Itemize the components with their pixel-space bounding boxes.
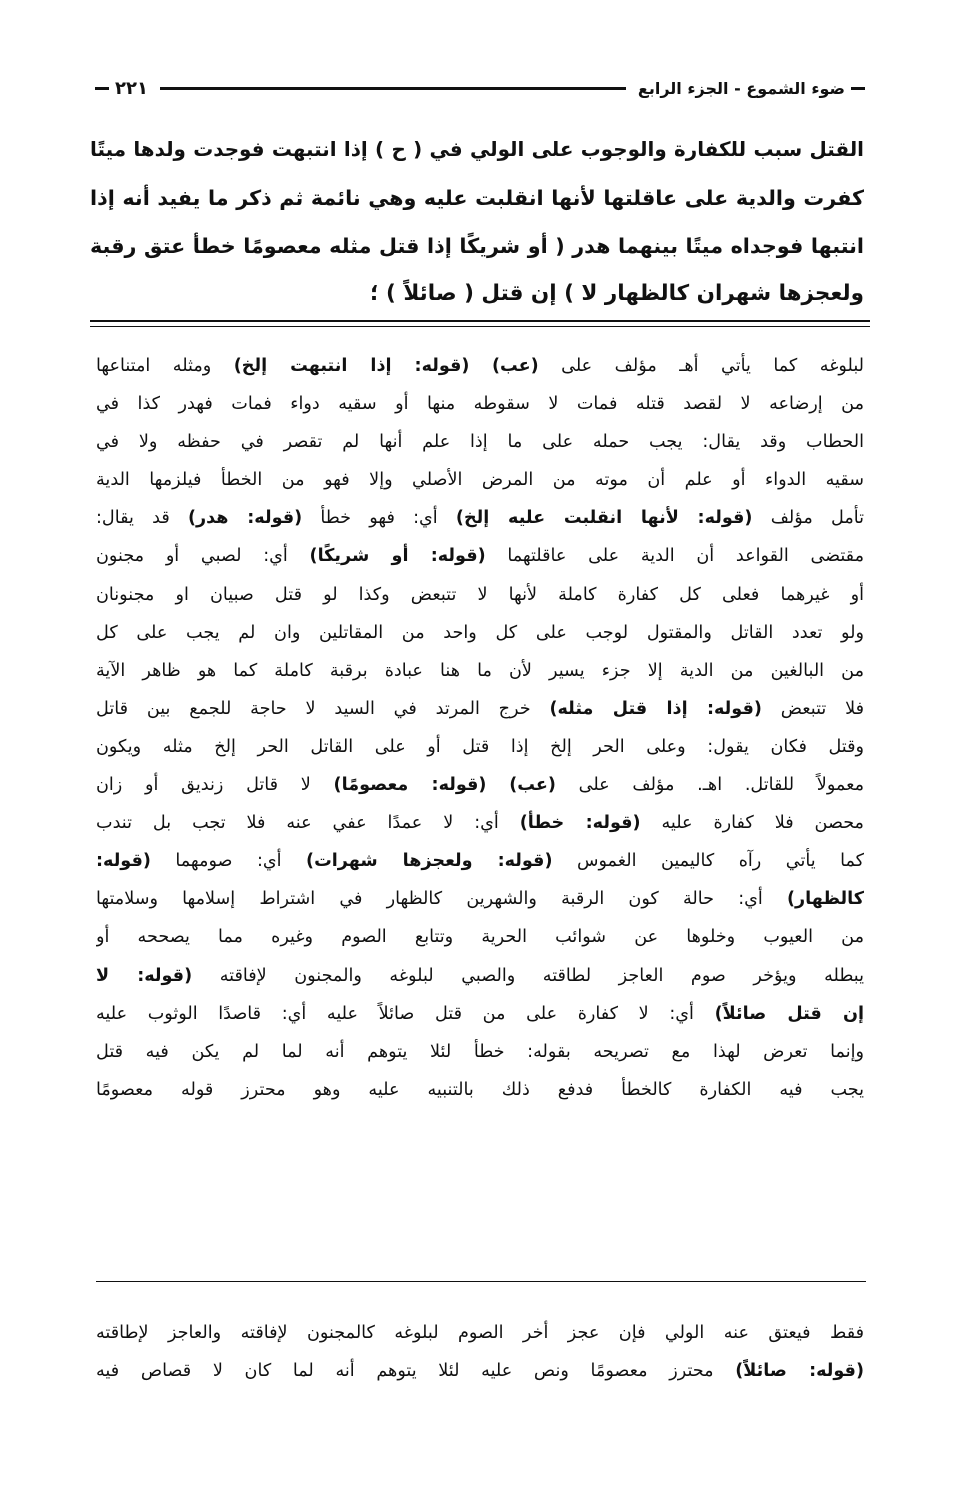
commentary-line <box>96 957 864 995</box>
commentary-text: أي: صومهما <box>150 851 307 872</box>
commentary-keyword: (قوله: إذا قتل مثله) <box>549 698 762 719</box>
commentary-keyword: كالظهار) <box>787 889 864 910</box>
commentary-text: أي: فهو خطأ <box>302 508 456 529</box>
commentary-text: خرج المرتد في السيد لا حاجة للجمع بين قاتل <box>96 698 550 719</box>
commentary-line <box>96 690 864 728</box>
commentary-text: كما يأتي رآه كاليمين الغموس <box>552 851 864 872</box>
commentary-text: يبطله ويؤخر صوم العاجز لطاقته والصبي لبلوغه والمجنون لإفاقته <box>192 965 864 986</box>
commentary-keyword: (عب) <box>491 356 539 376</box>
commentary-line: من العيوب وخلوها عن شوائب الحرية وتتابع الصوم وغيره مما يصححه أو <box>96 927 864 948</box>
commentary-keyword: (قوله: هدر) <box>187 508 303 529</box>
commentary-line: الحطاب وقد يقال: يجب حمله على ما إذا علم أنها لم تقصر في حفظه ولا في <box>96 432 864 453</box>
commentary-text: فلا تتبعض <box>761 698 864 719</box>
commentary-line: سقيه الدواء أو علم أن موته من المرض الأصلي وإلا فهو من الخطأ فيلزمها الدية <box>96 470 864 491</box>
commentary-text: أي: لا عمدًا عفي عنه فلا تجب بل تندب <box>96 813 520 834</box>
commentary-line <box>96 880 864 918</box>
commentary-block <box>96 347 864 1109</box>
commentary-text: معمولاً للقاتل. اهـ. مؤلف على <box>555 775 864 796</box>
commentary-line <box>96 766 864 804</box>
commentary-line: يجب فيه الكفارة كالخطأ فدفع ذلك بالتنبيه عليه وهو محترز قوله معصومًا <box>96 1079 864 1100</box>
commentary-line: ولو تعدد القاتل والمقتول لوجب على كل واحد من المقاتلين وان لم يجب على كل <box>96 622 864 643</box>
footnote-keyword: (قوله: صائلاً) <box>735 1361 864 1381</box>
running-header <box>95 70 865 106</box>
commentary-keyword: (قوله: إذا انتبهت إلخ) <box>233 356 470 376</box>
commentary-text: لا قاتل زنديق أو زان <box>96 775 334 796</box>
commentary-text: لبلوغه كما يأتي أهـ مؤلف على <box>538 356 864 376</box>
commentary-text: ومثله امتناعها <box>96 356 234 376</box>
header-rule <box>160 87 626 90</box>
section-divider <box>90 320 870 327</box>
main-text-line: القتل سبب للكفارة والوجوب على الولي في ( ح ) إذا انتبهت فوجدت ولدها ميتًا <box>90 138 864 161</box>
main-text-block <box>90 126 864 318</box>
commentary-line: من البالغين من الدية إلا جزء يسير لأن ما هنا عبادة برقبة كاملة كما هو ظاهر الآية <box>96 660 864 681</box>
commentary-keyword: (قوله: خطأ) <box>519 813 641 834</box>
commentary-text: أي: لا كفارة على من قتل صائلاً عليه أي: قاصدًا الوثوب عليه <box>96 1003 715 1024</box>
footnote-line: فقط فيعتق عنه الولي فإن عجز أخر الصوم لبلوغه كالمجنون لإفاقته والعاجز لإطاقته <box>96 1323 864 1343</box>
commentary-line: وقتل فكان يقول: وعلى الحر إلخ إذا قتل أو على القاتل الحر إلخ مثله ويكون <box>96 736 864 757</box>
footnote-text: محترز معصومًا ونص عليه لئلا يتوهم أنه لما كان لا قصاص فيه <box>96 1361 736 1381</box>
commentary-keyword: (قوله: <box>96 851 151 872</box>
commentary-keyword: (قوله: معصومًا) <box>333 775 487 796</box>
main-text-line: كفرت والدية على عاقلتها لأنها انقلبت عليه وهي نائمة ثم ذكر ما يفيد أنه إذا <box>90 186 864 210</box>
commentary-line <box>96 842 864 880</box>
footnote-line <box>96 1352 864 1390</box>
main-text-line: ولعجزها شهران كالظهار لا ) إن قتل ( صائلاً ) ؛ <box>369 281 864 306</box>
page-number: ٢٢١ <box>115 77 148 99</box>
commentary-keyword: (عب) <box>509 775 556 796</box>
commentary-line <box>96 804 864 842</box>
commentary-line <box>96 499 864 537</box>
commentary-line: من إرضاعه لا لقصد قتله فمات لا سقوطه منها أو سقيه دواء فمات فهدر كذا في <box>96 394 864 415</box>
commentary-text: أي: حالة كون الرقبة والشهرين كالظهار في اشتراط إسلامها وسلامتها <box>96 889 788 910</box>
commentary-keyword: (قوله: لا <box>96 965 193 986</box>
footnote-divider <box>96 1281 866 1282</box>
commentary-line <box>96 995 864 1033</box>
commentary-keyword: (قوله: ولعجزها شهرات) <box>306 851 553 872</box>
commentary-text: أي: لصبي أو مجنون <box>96 546 310 567</box>
commentary-keyword: (قوله: لأنها انقلبت عليه إلخ) <box>455 508 753 529</box>
header-dash <box>851 87 865 90</box>
commentary-text: مقتضى القواعد أن الدية على عاقلتهما <box>485 546 864 567</box>
commentary-text: قد يقال: <box>96 508 188 529</box>
commentary-line <box>96 347 864 385</box>
commentary-line: أو غيرهما فعلى كل كفارة كاملة لأنها لا تتبعض وكذا لو قتل صبيان او مجنونان <box>96 584 864 605</box>
commentary-line <box>96 537 864 575</box>
commentary-keyword: (قوله: أو شريكًا) <box>309 546 486 567</box>
header-dash <box>95 87 109 90</box>
commentary-keyword: إن قتل صائلاً) <box>714 1003 864 1024</box>
commentary-text: تأمل مؤلف <box>752 508 864 529</box>
main-text-line: انتبها فوجداه ميتًا بينهما هدر ( أو شريكًا إذا قتل مثله معصومًا خطأ عتق رقبة <box>90 234 864 258</box>
footnote-block <box>96 1314 864 1390</box>
commentary-text: محصن فلا كفارة عليه <box>640 813 864 834</box>
commentary-line: وإنما تعرض لهذا مع تصريحه بقوله: خطأ لئلا يتوهم أنه لما لم يكن فيه قتل <box>96 1041 864 1062</box>
book-title: ضوء الشموع - الجزء الرابع <box>637 78 845 98</box>
